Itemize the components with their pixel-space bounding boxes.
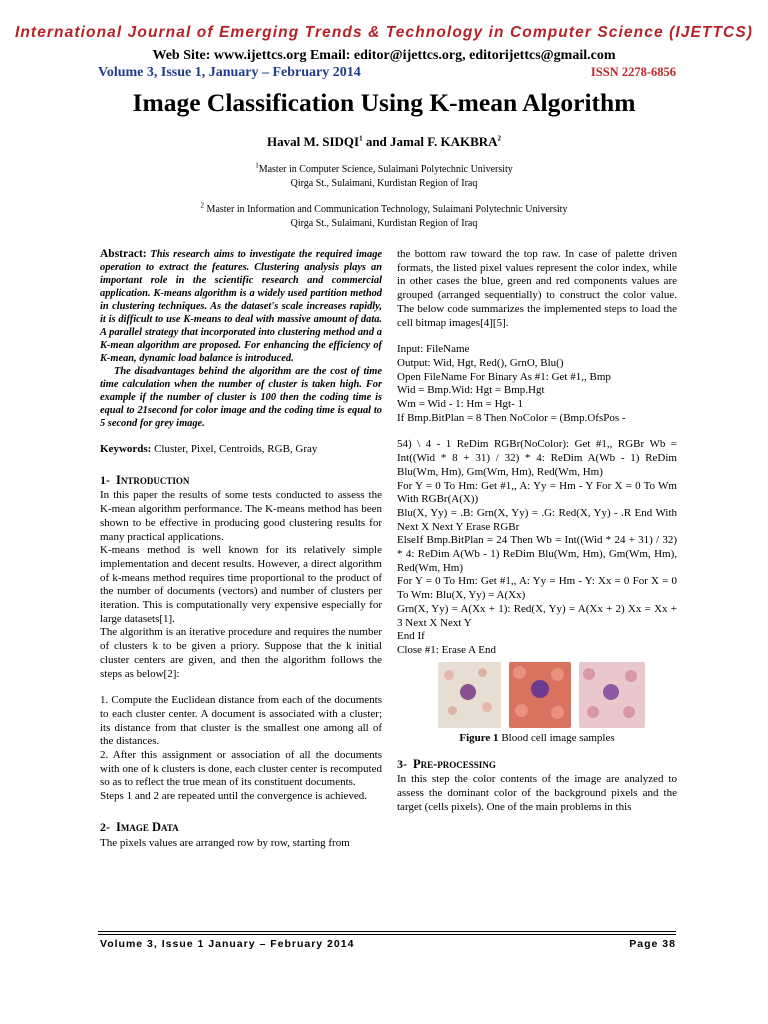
volume-info: Volume 3, Issue 1, January – February 2014 bbox=[98, 65, 361, 80]
figure-1 bbox=[397, 662, 677, 754]
left-column bbox=[100, 248, 382, 850]
intro-paragraph-2: K-means method is well known for its relatively simple implementation and decent results. However, a direct algorithm of k-means method requires time proportional to the product of the number of documents (vectors) and number of clusters per iteration. This is computationally very expensive especially for large datasets[1]. bbox=[100, 544, 382, 625]
author-1: Haval M. SIDQI bbox=[266, 134, 360, 149]
code-line: Blu(X, Yy) = .B: Grn(X, Yy) = .G: Red(X, Yy) - .R End With Next X Next Y Erase RGBr bbox=[397, 506, 677, 533]
code-line: Grn(X, Yy) = A(Xx + 1): Red(X, Yy) = A(Xx + 2) Xx = Xx + 3 Next X Next Y bbox=[397, 602, 677, 629]
figure-caption bbox=[397, 732, 677, 746]
author-separator: and bbox=[362, 134, 391, 149]
keywords-label: Keywords: bbox=[100, 443, 152, 455]
affiliation-1-line-1: Master in Computer Science, Sulaimani Polytechnic University bbox=[258, 164, 513, 175]
section-title: Image Data bbox=[116, 819, 179, 834]
intro-step-2: 2. After this assignment or association of all the documents with one of k clusters is done, each cluster center is recomputed so as to reflect the true mean of its constituent documents. bbox=[100, 749, 382, 789]
keywords bbox=[100, 443, 382, 457]
code-line: For Y = 0 To Hm: Get #1,, A: Yy = Hm - Y: Xx = 0 For X = 0 To Wm: Blu(X, Yy) = A(Xx) bbox=[397, 575, 677, 602]
code-block-justified bbox=[397, 412, 677, 631]
journal-website: Web Site: www.ijettcs.org Email: editor@ijettcs.org, editorijettcs@gmail.com bbox=[152, 48, 616, 63]
preprocessing-paragraph: In this step the color contents of the image are analyzed to assess the dominant color of the background pixels and the target (cells pixels). One of the main problems in this bbox=[397, 773, 677, 813]
code-line: Wm = Wid - 1: Hm = Hgt- 1 bbox=[397, 398, 524, 411]
code-line: For Y = 0 To Hm: Get #1,, A: Yy = Hm - Y For X = 0 To Wm With RGBr(A(X)) bbox=[397, 479, 677, 506]
blood-cell-image-3 bbox=[579, 662, 645, 728]
right-column bbox=[397, 248, 677, 815]
journal-name: International Journal of Emerging Trends & Technology in Computer Science (IJETTCS) bbox=[14, 24, 754, 41]
code-line: Close #1: Erase A End bbox=[397, 643, 496, 656]
figure-caption-text: Blood cell image samples bbox=[498, 731, 615, 744]
affiliation-1-sup: 1 bbox=[255, 161, 259, 170]
author-1-sup: 1 bbox=[359, 134, 363, 143]
affiliation-2 bbox=[0, 203, 768, 231]
section-heading-introduction bbox=[100, 474, 382, 488]
code-block-end bbox=[397, 630, 677, 657]
blood-cell-image-2 bbox=[509, 662, 571, 728]
code-line: Open FileName For Binary As #1: Get #1,, Bmp bbox=[397, 370, 611, 383]
abstract-label: Abstract: bbox=[100, 248, 147, 260]
blood-cell-image-1 bbox=[438, 662, 501, 728]
abstract bbox=[100, 248, 382, 365]
code-line: If Bmp.BitPlan = 8 Then NoColor = (Bmp.OfsPos - bbox=[397, 411, 626, 424]
volume-line bbox=[98, 65, 676, 81]
intro-paragraph-1: In this paper the results of some tests conducted to assess the K-mean algorithm performance. The K-means method has been shown to be effective in producing good clustering results for many practical applications. bbox=[100, 489, 382, 543]
section-number: 2- bbox=[100, 819, 110, 834]
page-number: Page 38 bbox=[629, 938, 676, 950]
author-2: Jamal F. KAKBRA bbox=[390, 134, 498, 149]
authors bbox=[0, 134, 768, 150]
issn: ISSN 2278-6856 bbox=[590, 65, 676, 79]
paper-title: Image Classification Using K-mean Algorithm bbox=[132, 88, 636, 117]
abstract-text: This research aims to investigate the required image operation to extract the features. Clustering analysis plays an important role in the scientific research and commercial application. K-means algorithm is a widely used partition method in clustering techniques. As the dataset's scale increases rapidly, it is difficult to use K-means to deal with massive amount of data. A parallel strategy that incorporated into clustering method and a K-mean algorithm are proposed. For enhancing the efficiency of K-mean, dynamic load balance is introduced. bbox=[100, 249, 382, 364]
image-data-paragraph-continued: the bottom raw toward the top raw. In case of palette driven formats, the listed pixel values represent the color index, while in other cases the blue, green and red components values are grouped (arranged sequentially) to construct the color value. The below code summarizes the implemented steps to load the cell bitmap images[4][5]. bbox=[397, 248, 677, 329]
code-line: 54) \ 4 - 1 ReDim RGBr(NoColor): Get #1,, RGBr Wb = Int((Wid * 8 + 31) / 32) * 4: ReDim A(Wb - 1) ReDim Blu(Wm, Hm), Gm(Wm, Hm), Red(Wm, Hm) bbox=[397, 438, 677, 478]
code-line: ElseIf Bmp.BitPlan = 24 Then Wb = Int((Wid * 24 + 31) / 32) * 4: ReDim A(Wb - 1) ReDim Blu(Wm, Hm), Gm(Wm, Hm), Red(Wm, Hm) bbox=[397, 534, 677, 574]
code-line: Input: FileName bbox=[397, 343, 470, 356]
code-line: Wid = Bmp.Wid: Hgt = Bmp.Hgt bbox=[397, 384, 545, 397]
section-title: Introduction bbox=[116, 472, 190, 487]
abstract-paragraph-2: The disadvantages behind the algorithm are the cost of time time calculation when the number of cluster is taken high. For example if the number of cluster is 100 then the coding time is equal to 21second for color image and the coding time is equal to 5 second for grey image. bbox=[100, 366, 382, 429]
code-block bbox=[397, 343, 677, 412]
section-number: 1- bbox=[100, 472, 110, 487]
intro-step-1: 1. Compute the Euclidean distance from each of the documents to each cluster center. A document is associated with a cluster; its distance from that cluster is the smallest one among all of the distances. bbox=[100, 694, 382, 748]
page-footer bbox=[100, 938, 676, 950]
image-data-paragraph-start: The pixels values are arranged row by row, starting from bbox=[100, 836, 350, 849]
code-line: Output: Wid, Hgt, Red(), GrnO, Blu() bbox=[397, 356, 564, 369]
footer-volume: Volume 3, Issue 1 January – February 2014 bbox=[100, 938, 355, 950]
intro-step-3: Steps 1 and 2 are repeated until the convergence is achieved. bbox=[100, 790, 368, 803]
footer-rule-top bbox=[98, 931, 676, 932]
author-2-sup: 2 bbox=[497, 134, 502, 143]
intro-paragraph-3: The algorithm is an iterative procedure and requires the number of clusters k to be given a priory. Suppose that the k initial cluster centers are given, and then the algorithm follows the steps as below[2]: bbox=[100, 626, 382, 680]
affiliation-1 bbox=[0, 163, 768, 191]
section-number: 3- bbox=[397, 756, 407, 771]
section-title: Pre-processing bbox=[413, 756, 496, 771]
affiliation-2-line-1: Master in Information and Communication Technology, Sulaimani Polytechnic University bbox=[204, 204, 568, 215]
code-line: End If bbox=[397, 630, 425, 643]
section-heading-preprocessing bbox=[397, 758, 677, 772]
affiliation-1-line-2: Qirga St., Sulaimani, Kurdistan Region of Iraq bbox=[290, 178, 478, 189]
footer-rule-bottom bbox=[98, 934, 676, 935]
figure-label: Figure 1 bbox=[459, 731, 499, 744]
affiliation-2-line-2: Qirga St., Sulaimani, Kurdistan Region of Iraq bbox=[290, 218, 478, 229]
keywords-text: Cluster, Pixel, Centroids, RGB, Gray bbox=[151, 443, 318, 455]
affiliation-2-sup: 2 bbox=[200, 201, 205, 210]
section-heading-image-data bbox=[100, 821, 382, 835]
